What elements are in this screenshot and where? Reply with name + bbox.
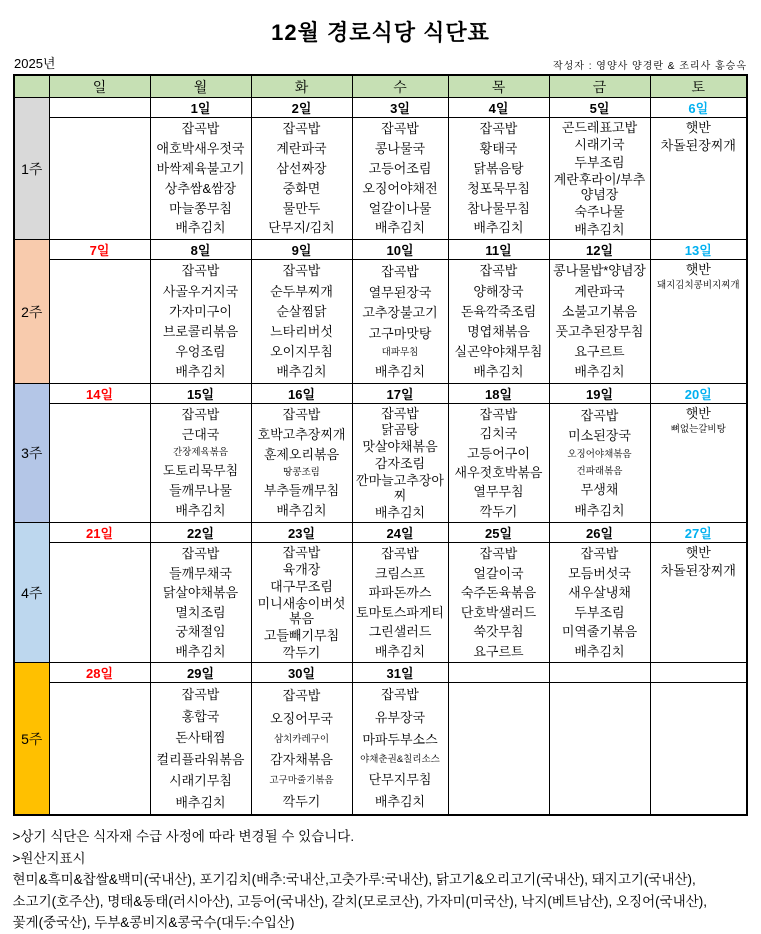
menu-item: 잡곡밥 [282,121,321,137]
week-2-menu-row [14,260,747,384]
menu-cell [352,404,448,523]
menu-item: 고구마맛탕 [368,326,432,342]
menu-box [449,404,549,522]
menu-item: 홍합국 [181,708,220,724]
week-label-3: 3주 [14,384,49,523]
menu-item: 감자조림 [374,456,426,472]
date-cell: 26일 [549,523,650,543]
week-label-5: 5주 [14,663,49,816]
menu-item: 잡곡밥 [381,121,419,137]
corner-cell [14,75,49,98]
menu-box [252,683,352,814]
menu-item: 잡곡밥 [181,263,220,279]
menu-item: 유부장국 [374,709,426,725]
menu-item: 열무무침 [473,484,524,500]
meal-plan-table [13,74,748,816]
menu-item: 크림스프 [374,565,426,581]
menu-item: 계란파국 [276,141,327,157]
menu-cell [251,118,352,240]
menu-item: 삼치카레구이 [273,733,330,745]
menu-item: 닭볶음탕 [473,160,524,176]
menu-box [353,543,448,662]
date-cell: 14일 [49,384,150,404]
menu-item: 햇반 [685,120,711,135]
menu-item: 깍두기 [479,503,518,519]
menu-item: 콩나물국 [374,141,426,157]
menu-item: 돈육깍죽조림 [460,303,537,319]
menu-cell [650,683,747,816]
menu-item: 시래기무침 [169,773,232,789]
footnotes [13,826,749,934]
menu-item: 컬리플라워볶음 [156,751,245,767]
menu-item: 곤드레표고밥 [561,119,638,135]
menu-item: 잡곡밥 [282,407,321,423]
menu-box [651,260,747,383]
date-cell [549,663,650,683]
menu-item: 오이지무침 [270,344,333,360]
menu-item: 잡곡밥 [580,546,619,562]
menu-item: 오징어야채전 [362,180,438,196]
menu-item: 잡곡밥 [381,546,419,562]
menu-cell [150,543,251,663]
menu-box [449,260,549,383]
menu-item: 부추들깨무침 [263,483,340,499]
menu-item: 마늘쫑무침 [169,200,232,216]
menu-item: 잡곡밥 [479,546,518,562]
menu-item: 햇반 [685,545,711,560]
date-cell: 1일 [150,98,251,118]
menu-item: 배추김치 [473,364,524,380]
menu-cell [49,404,150,523]
menu-cell [251,404,352,523]
menu-item: 깐마늘고추장아찌 [356,472,444,504]
menu-cell [251,543,352,663]
menu-item: 애호박새우젓국 [156,141,245,157]
menu-cell [352,543,448,663]
date-cell: 4일 [448,98,549,118]
menu-box [353,404,448,522]
menu-cell [49,683,150,816]
menu-item: 계란후라이/부추양념장 [553,171,646,203]
menu-box [252,404,352,522]
date-cell: 20일 [650,384,747,404]
menu-cell [150,118,251,240]
menu-item: 고등어조림 [368,160,432,176]
date-cell: 18일 [448,384,549,404]
menu-item: 바싹제육불고기 [156,160,245,176]
menu-box [449,683,549,814]
menu-cell [352,118,448,240]
menu-item: 깍두기 [282,793,321,809]
week-4-menu-row [14,543,747,663]
menu-item: 얼갈이나물 [368,200,432,216]
week-label-4: 4주 [14,523,49,663]
menu-item: 얼갈이국 [473,565,524,581]
date-cell: 21일 [49,523,150,543]
menu-item: 대파무침 [381,347,419,359]
note-change-notice: >상기 식단은 식자재 수급 사정에 따라 변경될 수 있습니다. [12,829,355,844]
menu-item: 삼선짜장 [276,160,327,176]
menu-item: 배추김치 [175,364,226,380]
menu-cell [549,543,650,663]
date-cell: 28일 [49,663,150,683]
menu-item: 미니새송이버섯볶음 [257,595,346,626]
menu-box [651,543,747,662]
date-cell: 15일 [150,384,251,404]
day-header-6: 토 [650,75,747,98]
menu-item: 건파래볶음 [576,465,623,477]
menu-cell [650,260,747,384]
menu-item: 잡곡밥 [181,407,220,423]
menu-box [353,118,448,239]
menu-cell [352,683,448,816]
date-cell [49,98,150,118]
date-cell: 27일 [650,523,747,543]
menu-box [550,543,650,662]
menu-box [651,404,747,522]
menu-box [252,543,352,662]
date-cell: 22일 [150,523,251,543]
menu-box [651,683,747,814]
menu-item: 사골우거지국 [162,283,239,299]
menu-item: 햇반 [685,262,711,277]
date-cell [448,663,549,683]
menu-item: 순살찜닭 [276,303,327,319]
menu-cell [49,118,150,240]
date-cell: 10일 [352,240,448,260]
menu-item: 멸치조림 [175,604,226,620]
menu-item: 닭살야채볶음 [162,585,239,601]
note-origin-line-2: 소고기(호주산), 명태&동태(러시아산), 고등어(국내산), 갈치(모로코산), 가자미(미국산), 낙지(베트남산), 오징어(국내산), [12,893,708,909]
menu-item: 돼지김치콩비지찌개 [656,280,740,292]
week-2-date-row [14,240,747,260]
menu-box [151,118,251,239]
week-3-date-row [14,384,747,404]
menu-item: 고등어구이 [467,445,530,461]
menu-item: 깍두기 [282,644,321,660]
menu-item: 배추김치 [276,364,327,380]
menu-item: 차돌된장찌개 [660,563,736,579]
menu-box [353,683,448,814]
menu-item: 요구르트 [574,344,625,360]
menu-item: 햇반 [685,406,711,421]
menu-item: 배추김치 [374,363,426,379]
menu-cell [549,118,650,240]
week-4-date-row [14,523,747,543]
date-cell: 2일 [251,98,352,118]
note-origin-title: >원산지표시 [12,850,86,866]
menu-box [50,404,150,522]
menu-item: 배추김치 [574,364,625,380]
menu-box [550,683,650,814]
menu-item: 쑥갓무침 [473,624,524,640]
menu-item: 육개장 [282,561,321,577]
menu-box [651,118,747,239]
menu-item: 호박고추장찌개 [257,427,346,443]
date-cell: 8일 [150,240,251,260]
menu-item: 배추김치 [473,220,524,236]
menu-item: 배추김치 [574,643,625,659]
meta-row [14,53,747,72]
menu-item: 양해장국 [473,283,524,299]
menu-cell [448,118,549,240]
day-header-5: 금 [549,75,650,98]
menu-box [50,683,150,814]
date-cell: 31일 [352,663,448,683]
day-header-row [14,75,747,98]
menu-cell [650,118,747,240]
menu-cell [448,543,549,663]
menu-item: 고구마줄기볶음 [269,775,334,787]
menu-item: 그린샐러드 [368,624,432,640]
date-cell: 12일 [549,240,650,260]
menu-item: 미역줄기볶음 [561,624,638,640]
menu-cell [448,404,549,523]
week-3-menu-row [14,404,747,523]
date-cell: 23일 [251,523,352,543]
date-cell: 13일 [650,240,747,260]
menu-item: 마파두부소스 [362,731,438,747]
menu-item: 배추김치 [175,503,226,519]
menu-item: 근대국 [181,427,220,443]
menu-item: 시래기국 [574,137,625,153]
menu-cell [448,260,549,384]
menu-item: 오징어무국 [270,710,333,726]
menu-box [151,404,251,522]
menu-item: 잡곡밥 [181,121,220,137]
menu-item: 잡곡밥 [479,121,518,137]
date-cell: 6일 [650,98,747,118]
page-title: 12월 경로식당 식단표 [271,20,490,45]
day-header-3: 수 [352,75,448,98]
menu-item: 들깨무나물 [169,483,232,499]
date-cell: 3일 [352,98,448,118]
menu-item: 숙주돈육볶음 [460,585,537,601]
menu-item: 배추김치 [276,503,327,519]
menu-box [550,260,650,383]
menu-item: 고들빼기무침 [263,627,340,643]
menu-item: 실곤약야채무침 [454,344,543,360]
menu-item: 잡곡밥 [479,407,518,422]
menu-cell [251,260,352,384]
date-cell: 29일 [150,663,251,683]
menu-item: 궁채절임 [175,624,226,640]
note-origin-line-3: 꽃게(중국산), 두부&콩비지&콩국수(대두:수입산) [12,915,295,931]
date-cell: 5일 [549,98,650,118]
menu-item: 잡곡밥 [381,405,419,421]
menu-item: 단호박샐러드 [460,604,537,620]
week-label-2: 2주 [14,240,49,384]
menu-box [151,543,251,662]
day-header-4: 목 [448,75,549,98]
menu-item: 새우젓호박볶음 [454,464,543,480]
menu-cell [549,404,650,523]
menu-item: 맛살야채볶음 [362,439,438,455]
menu-box [50,543,150,662]
menu-item: 잡곡밥 [381,263,419,279]
year-label: 2025년 [14,56,56,71]
menu-item: 배추김치 [574,221,625,237]
date-cell: 11일 [448,240,549,260]
menu-item: 잡곡밥 [181,546,220,562]
menu-cell [49,543,150,663]
date-cell: 16일 [251,384,352,404]
date-cell: 17일 [352,384,448,404]
day-header-2: 화 [251,75,352,98]
menu-box [449,543,549,662]
menu-item: 고추장불고기 [362,305,438,321]
menu-item: 두부조림 [574,604,625,620]
menu-item: 뼈없는갈비탕 [670,424,726,436]
menu-cell [150,404,251,523]
menu-box [151,260,251,383]
menu-item: 돈사태찜 [175,730,226,746]
author-label: 작성자 : 영양사 양경란 & 조리사 홍승옥 [552,61,747,72]
menu-item: 콩나물밥*양념장 [553,263,646,279]
menu-cell [650,404,747,523]
menu-cell [251,683,352,816]
menu-box [550,118,650,239]
menu-item: 김치국 [479,426,518,442]
menu-item: 배추김치 [374,643,426,659]
menu-cell [448,683,549,816]
menu-item: 대구무조림 [270,578,333,594]
day-header-0: 일 [49,75,150,98]
menu-box [151,683,251,814]
menu-item: 중화면 [282,180,321,196]
menu-box [252,118,352,239]
menu-item: 도토리묵무침 [162,463,239,479]
menu-box [50,118,150,239]
week-1-date-row [14,98,747,118]
menu-box [353,260,448,383]
menu-item: 상추쌈&쌈장 [164,180,237,196]
menu-item: 닭곰탕 [381,422,419,438]
menu-item: 무생채 [580,482,619,498]
menu-item: 참나물무침 [467,200,530,216]
week-5-date-row [14,663,747,683]
menu-item: 명엽채볶음 [467,323,530,339]
menu-item: 땅콩조림 [283,467,320,479]
menu-box [550,404,650,522]
menu-item: 잡곡밥 [381,687,419,703]
menu-cell [150,683,251,816]
week-label-1: 1주 [14,98,49,240]
menu-cell [352,260,448,384]
menu-item: 느타리버섯 [270,323,333,339]
menu-item: 차돌된장찌개 [660,138,736,154]
menu-item: 청포묵무침 [467,180,530,196]
menu-box [449,118,549,239]
menu-item: 잡곡밥 [181,687,220,703]
menu-item: 감자채볶음 [270,752,333,768]
date-cell: 7일 [49,240,150,260]
menu-item: 계란파국 [574,283,625,299]
menu-cell [549,260,650,384]
menu-item: 열무된장국 [368,284,432,300]
menu-item: 배추김치 [574,502,625,518]
menu-item: 오징어야채볶음 [567,449,632,461]
date-cell: 30일 [251,663,352,683]
table-body [14,75,747,815]
menu-cell [150,260,251,384]
menu-item: 단무지무침 [368,772,432,788]
menu-item: 배추김치 [374,504,426,520]
date-cell: 24일 [352,523,448,543]
menu-item: 브로콜리볶음 [162,323,239,339]
menu-item: 들깨무채국 [169,565,232,581]
day-header-1: 월 [150,75,251,98]
menu-item: 잡곡밥 [282,544,321,560]
date-cell: 9일 [251,240,352,260]
menu-item: 요구르트 [473,643,524,659]
menu-cell [549,683,650,816]
note-origin-line-1: 현미&흑미&찹쌀&백미(국내산), 포기김치(배추:국내산,고춧가루:국내산), 닭고기&오리고기(국내산), 돼지고기(국내산), [12,872,696,888]
menu-item: 풋고추된장무침 [555,323,644,339]
menu-item: 잡곡밥 [282,687,321,703]
menu-item: 배추김치 [374,794,426,810]
menu-item: 새우살냉채 [568,585,631,601]
menu-item: 파파돈까스 [368,585,432,601]
menu-item: 잡곡밥 [282,263,321,279]
menu-item: 가자미구이 [169,303,232,319]
date-cell: 19일 [549,384,650,404]
menu-item: 배추김치 [175,794,226,810]
menu-item: 잡곡밥 [580,407,619,423]
menu-item: 배추김치 [175,220,226,236]
menu-item: 순두부찌개 [270,283,333,299]
menu-cell [650,543,747,663]
menu-item: 훈제오리볶음 [263,447,340,463]
menu-item: 소불고기볶음 [561,303,638,319]
menu-item: 물만두 [282,200,321,216]
week-1-menu-row [14,118,747,240]
menu-box [50,260,150,383]
menu-item: 야채춘권&칠리소스 [360,753,440,765]
menu-item: 잡곡밥 [479,263,518,279]
menu-item: 우엉조림 [175,344,226,360]
menu-item: 모듬버섯국 [568,565,631,581]
date-cell: 25일 [448,523,549,543]
menu-item: 숙주나물 [574,204,625,220]
menu-item: 두부조림 [574,154,625,170]
menu-item: 배추김치 [374,220,426,236]
menu-item: 토마토스파게티 [356,604,444,620]
menu-item: 배추김치 [175,643,226,659]
menu-cell [49,260,150,384]
menu-item: 단무지/김치 [268,220,335,236]
date-cell [650,663,747,683]
menu-item: 간장제육볶음 [172,447,229,459]
menu-box [252,260,352,383]
week-5-menu-row [14,683,747,816]
menu-item: 황태국 [479,141,518,157]
menu-item: 미소된장국 [568,428,631,444]
